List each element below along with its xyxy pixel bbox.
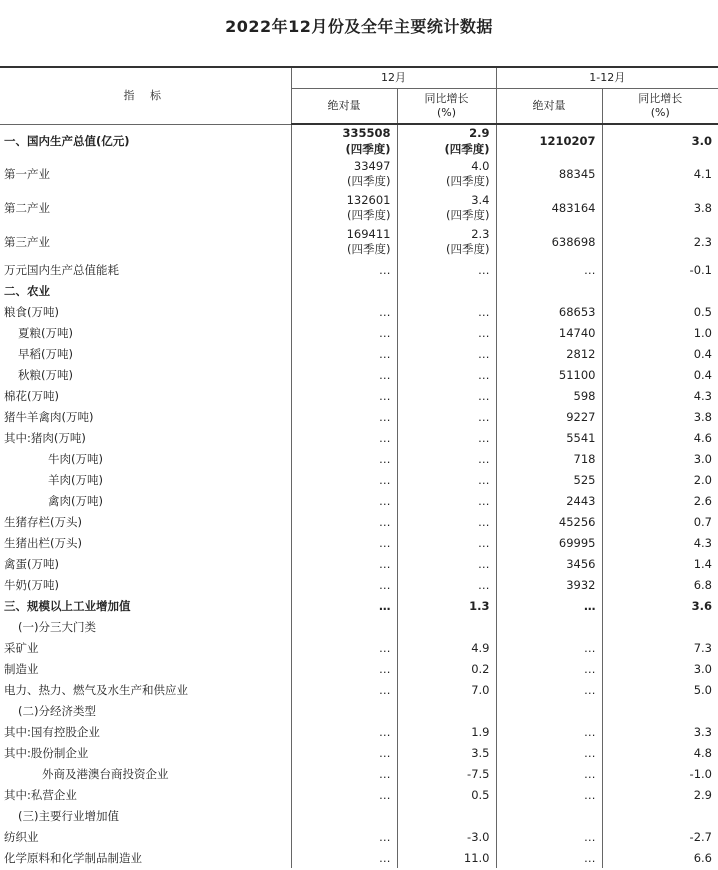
- row-ytd-abs: [496, 280, 602, 301]
- table-row: [0, 805, 718, 826]
- row-ytd-yoy: 3.0: [602, 124, 718, 157]
- table-row: [0, 616, 718, 637]
- row-ytd-yoy: -0.1: [602, 259, 718, 280]
- table-row: [0, 469, 718, 490]
- value: 3.4: [471, 193, 490, 207]
- row-month-yoy: …: [397, 343, 496, 364]
- header-yoy-label: 同比增长: [638, 92, 683, 105]
- row-ytd-yoy: 0.5: [602, 301, 718, 322]
- row-ytd-yoy: 2.9: [602, 784, 718, 805]
- row-ytd-yoy: [602, 700, 718, 721]
- row-ytd-abs: 483164: [496, 191, 602, 225]
- row-month-yoy: …: [397, 553, 496, 574]
- row-month-abs: [291, 280, 397, 301]
- row-ytd-yoy: 1.4: [602, 553, 718, 574]
- row-ytd-yoy: [602, 616, 718, 637]
- value-note: (四季度): [347, 242, 391, 256]
- table-row: [0, 637, 718, 658]
- value: 33497: [353, 159, 391, 173]
- row-ytd-abs: 598: [496, 385, 602, 406]
- row-name: 制造业: [4, 661, 39, 676]
- row-month-yoy: [397, 225, 496, 259]
- row-ytd-abs: …: [496, 826, 602, 847]
- row-ytd-yoy: 6.6: [602, 847, 718, 868]
- row-ytd-yoy: [602, 805, 718, 826]
- row-ytd-abs: [496, 700, 602, 721]
- row-ytd-abs: 5541: [496, 427, 602, 448]
- row-month-abs: …: [291, 511, 397, 532]
- row-month-yoy: 4.9: [397, 637, 496, 658]
- table-row: [0, 343, 718, 364]
- header-ytd-yoy: [602, 89, 718, 125]
- row-month-abs: [291, 191, 397, 225]
- row-month-yoy: 1.3: [397, 595, 496, 616]
- row-ytd-abs: [496, 616, 602, 637]
- header-yoy-unit: (%): [436, 106, 457, 119]
- table-row: [0, 763, 718, 784]
- row-month-yoy: 3.5: [397, 742, 496, 763]
- row-month-abs: …: [291, 532, 397, 553]
- header-yoy-unit: (%): [650, 106, 670, 119]
- row-name: 其中:国有控股企业: [4, 724, 100, 739]
- row-name: 第一产业: [4, 166, 50, 181]
- row-name: 其中:私营企业: [4, 787, 77, 802]
- row-month-abs: …: [291, 637, 397, 658]
- row-ytd-yoy: 1.0: [602, 322, 718, 343]
- table-row: [0, 826, 718, 847]
- row-ytd-abs: …: [496, 259, 602, 280]
- table-row: [0, 225, 718, 259]
- row-month-abs: [291, 225, 397, 259]
- table-row: [0, 679, 718, 700]
- row-month-yoy: [397, 616, 496, 637]
- table-body: [0, 124, 718, 259]
- table-row: [0, 406, 718, 427]
- row-ytd-abs: [496, 805, 602, 826]
- row-name: 羊肉(万吨): [48, 472, 103, 487]
- row-name: (二)分经济类型: [18, 703, 96, 718]
- row-name: (一)分三大门类: [18, 619, 96, 634]
- table-row: [0, 658, 718, 679]
- row-month-abs: …: [291, 301, 397, 322]
- row-ytd-yoy: 7.3: [602, 637, 718, 658]
- row-month-yoy: 0.2: [397, 658, 496, 679]
- row-ytd-yoy: 4.3: [602, 385, 718, 406]
- row-month-abs: [291, 616, 397, 637]
- row-month-abs: …: [291, 826, 397, 847]
- row-month-abs: …: [291, 784, 397, 805]
- row-ytd-abs: 9227: [496, 406, 602, 427]
- table-row: [0, 364, 718, 385]
- value-note: (四季度): [444, 142, 490, 156]
- value: 335508: [342, 126, 391, 140]
- row-name: 其中:股份制企业: [4, 745, 89, 760]
- value: 169411: [346, 227, 391, 241]
- row-name: 生猪出栏(万头): [4, 535, 82, 550]
- table-row: [0, 322, 718, 343]
- value-note: (四季度): [345, 142, 391, 156]
- header-month: 12月: [291, 67, 496, 89]
- row-month-abs: …: [291, 658, 397, 679]
- row-ytd-yoy: 3.6: [602, 595, 718, 616]
- row-name: 夏粮(万吨): [18, 325, 73, 340]
- row-ytd-yoy: 3.0: [602, 448, 718, 469]
- row-ytd-abs: 3456: [496, 553, 602, 574]
- row-month-yoy: -7.5: [397, 763, 496, 784]
- row-ytd-abs: …: [496, 784, 602, 805]
- row-ytd-abs: …: [496, 763, 602, 784]
- row-ytd-abs: …: [496, 658, 602, 679]
- row-month-yoy: [397, 805, 496, 826]
- table-row: [0, 124, 718, 157]
- row-ytd-yoy: [602, 280, 718, 301]
- header-indicator: 指 标: [0, 67, 291, 124]
- row-ytd-abs: 45256: [496, 511, 602, 532]
- row-month-yoy: [397, 157, 496, 191]
- row-name: 二、农业: [4, 283, 50, 298]
- row-ytd-abs: …: [496, 595, 602, 616]
- row-month-abs: …: [291, 490, 397, 511]
- row-ytd-yoy: 2.0: [602, 469, 718, 490]
- row-name: 化学原料和化学制品制造业: [4, 850, 142, 865]
- row-ytd-yoy: -2.7: [602, 826, 718, 847]
- value-note: (四季度): [347, 208, 391, 222]
- table-row: [0, 742, 718, 763]
- row-ytd-yoy: 3.8: [602, 191, 718, 225]
- row-ytd-yoy: 3.0: [602, 658, 718, 679]
- row-month-yoy: …: [397, 259, 496, 280]
- row-ytd-abs: …: [496, 679, 602, 700]
- table-row: [0, 157, 718, 191]
- row-name: 采矿业: [4, 640, 39, 655]
- table-row: [0, 532, 718, 553]
- table-row: [0, 280, 718, 301]
- value-note: (四季度): [446, 174, 490, 188]
- row-ytd-abs: 2443: [496, 490, 602, 511]
- row-month-abs: …: [291, 721, 397, 742]
- row-name: 禽蛋(万吨): [4, 556, 59, 571]
- row-ytd-abs: 3932: [496, 574, 602, 595]
- row-month-yoy: [397, 700, 496, 721]
- table-row: [0, 574, 718, 595]
- row-name: 第三产业: [4, 234, 50, 249]
- row-month-yoy: …: [397, 490, 496, 511]
- row-month-yoy: …: [397, 385, 496, 406]
- row-name: 纺织业: [4, 829, 39, 844]
- row-month-abs: [291, 157, 397, 191]
- table-row: [0, 700, 718, 721]
- header-ytd: 1-12月: [496, 67, 718, 89]
- row-month-yoy: [397, 124, 496, 157]
- value: 2.9: [469, 126, 490, 140]
- value-note: (四季度): [446, 208, 490, 222]
- table-row: [0, 385, 718, 406]
- row-month-yoy: …: [397, 364, 496, 385]
- row-name: 猪牛羊禽肉(万吨): [4, 409, 94, 424]
- row-ytd-abs: 638698: [496, 225, 602, 259]
- row-month-yoy: 0.5: [397, 784, 496, 805]
- statistics-table: [0, 66, 718, 868]
- row-month-abs: …: [291, 742, 397, 763]
- header-month-yoy: [397, 89, 496, 125]
- row-month-abs: …: [291, 469, 397, 490]
- row-month-yoy: …: [397, 469, 496, 490]
- row-ytd-abs: …: [496, 721, 602, 742]
- table-row: [0, 553, 718, 574]
- row-month-abs: …: [291, 574, 397, 595]
- table-row: [0, 448, 718, 469]
- row-ytd-yoy: 5.0: [602, 679, 718, 700]
- row-month-yoy: …: [397, 301, 496, 322]
- row-ytd-abs: …: [496, 637, 602, 658]
- row-name: 秋粮(万吨): [18, 367, 73, 382]
- row-name: 万元国内生产总值能耗: [4, 262, 119, 277]
- row-month-yoy: …: [397, 322, 496, 343]
- row-month-abs: …: [291, 343, 397, 364]
- row-month-abs: …: [291, 259, 397, 280]
- row-name: 牛肉(万吨): [48, 451, 103, 466]
- row-month-abs: …: [291, 427, 397, 448]
- row-ytd-abs: 525: [496, 469, 602, 490]
- row-month-abs: [291, 805, 397, 826]
- row-name: 棉花(万吨): [4, 388, 59, 403]
- row-ytd-abs: 69995: [496, 532, 602, 553]
- table-row: [0, 784, 718, 805]
- row-ytd-abs: 2812: [496, 343, 602, 364]
- row-ytd-yoy: 2.6: [602, 490, 718, 511]
- row-month-abs: …: [291, 595, 397, 616]
- row-name: 第二产业: [4, 200, 50, 215]
- row-month-yoy: …: [397, 406, 496, 427]
- row-month-yoy: 1.9: [397, 721, 496, 742]
- row-name: (三)主要行业增加值: [18, 808, 119, 823]
- row-name: 粮食(万吨): [4, 304, 59, 319]
- row-month-abs: …: [291, 322, 397, 343]
- row-month-abs: …: [291, 385, 397, 406]
- row-ytd-abs: 68653: [496, 301, 602, 322]
- row-name: 牛奶(万吨): [4, 577, 59, 592]
- row-ytd-abs: 1210207: [496, 124, 602, 157]
- row-ytd-abs: 51100: [496, 364, 602, 385]
- row-month-yoy: …: [397, 532, 496, 553]
- row-ytd-yoy: 4.1: [602, 157, 718, 191]
- row-month-abs: …: [291, 679, 397, 700]
- row-ytd-yoy: 4.3: [602, 532, 718, 553]
- row-ytd-yoy: 3.3: [602, 721, 718, 742]
- value-note: (四季度): [347, 174, 391, 188]
- table-row: [0, 847, 718, 868]
- table-row: [0, 259, 718, 280]
- row-name: 生猪存栏(万头): [4, 514, 82, 529]
- row-month-yoy: [397, 280, 496, 301]
- table-row: [0, 427, 718, 448]
- table-row: [0, 490, 718, 511]
- row-ytd-yoy: 6.8: [602, 574, 718, 595]
- row-month-abs: …: [291, 763, 397, 784]
- row-month-abs: …: [291, 406, 397, 427]
- table-row: [0, 595, 718, 616]
- row-month-yoy: [397, 191, 496, 225]
- table-row: [0, 511, 718, 532]
- row-month-abs: [291, 700, 397, 721]
- header-ytd-abs: 绝对量: [496, 89, 602, 125]
- row-name: 外商及港澳台商投资企业: [42, 766, 169, 781]
- row-ytd-yoy: 0.4: [602, 364, 718, 385]
- row-name: 禽肉(万吨): [48, 493, 103, 508]
- row-month-yoy: 7.0: [397, 679, 496, 700]
- row-name: 其中:猪肉(万吨): [4, 430, 86, 445]
- value: 132601: [346, 193, 391, 207]
- row-ytd-yoy: -1.0: [602, 763, 718, 784]
- header-yoy-label: 同比增长: [424, 92, 469, 105]
- row-ytd-yoy: 0.7: [602, 511, 718, 532]
- row-ytd-abs: …: [496, 742, 602, 763]
- row-ytd-abs: …: [496, 847, 602, 868]
- table-row: [0, 191, 718, 225]
- row-month-yoy: 11.0: [397, 847, 496, 868]
- row-name: 早稻(万吨): [18, 346, 73, 361]
- header-month-abs: 绝对量: [291, 89, 397, 125]
- row-month-yoy: -3.0: [397, 826, 496, 847]
- row-ytd-abs: 718: [496, 448, 602, 469]
- table-row: [0, 721, 718, 742]
- value: 4.0: [471, 159, 490, 173]
- row-ytd-abs: 88345: [496, 157, 602, 191]
- row-ytd-yoy: 0.4: [602, 343, 718, 364]
- row-ytd-yoy: 4.8: [602, 742, 718, 763]
- row-ytd-yoy: 3.8: [602, 406, 718, 427]
- row-month-abs: …: [291, 847, 397, 868]
- table-body-rest: [0, 259, 718, 868]
- row-month-abs: …: [291, 553, 397, 574]
- row-ytd-yoy: 2.3: [602, 225, 718, 259]
- row-month-abs: [291, 124, 397, 157]
- row-name: 电力、热力、燃气及水生产和供应业: [4, 682, 188, 697]
- row-name: 一、国内生产总值(亿元): [4, 133, 130, 148]
- row-month-yoy: …: [397, 448, 496, 469]
- row-ytd-abs: 14740: [496, 322, 602, 343]
- row-month-yoy: …: [397, 574, 496, 595]
- row-month-abs: …: [291, 364, 397, 385]
- value: 2.3: [471, 227, 490, 241]
- row-month-abs: …: [291, 448, 397, 469]
- table-row: [0, 301, 718, 322]
- page-title: 2022年12月份及全年主要统计数据: [225, 17, 493, 36]
- row-month-yoy: …: [397, 511, 496, 532]
- row-ytd-yoy: 4.6: [602, 427, 718, 448]
- row-month-yoy: …: [397, 427, 496, 448]
- row-name: 三、规模以上工业增加值: [4, 598, 131, 613]
- value-note: (四季度): [446, 242, 490, 256]
- table-header: [0, 67, 718, 124]
